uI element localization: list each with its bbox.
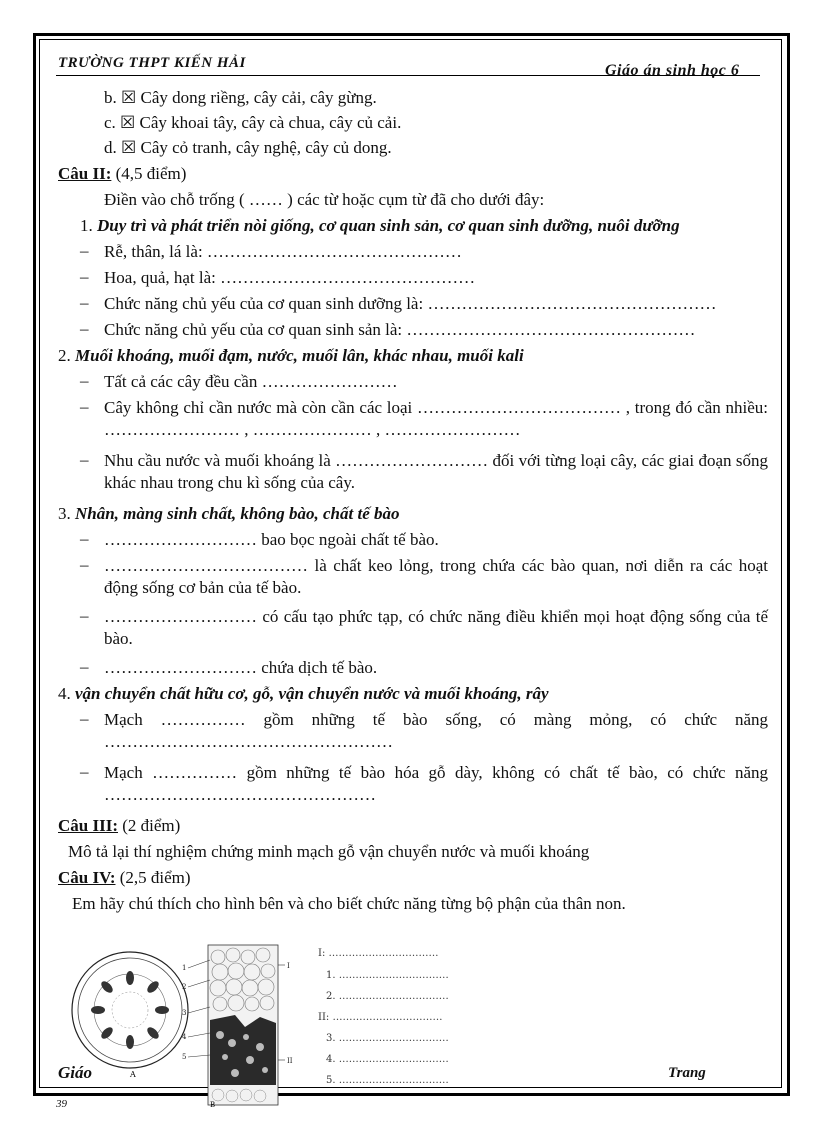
cau4-text: Em hãy chú thích cho hình bên và cho biết chức năng từng bộ phận của thân non. [72,894,626,913]
cau2-instruction-text: Điền vào chỗ trống ( …… ) các từ hoặc cụm từ đã cho dưới đây: [104,190,545,209]
group4-heading [58,683,549,705]
answer-line-5: 5. …………………………… [326,1075,449,1086]
group4-words: vận chuyển chất hữu cơ, gỗ, vận chuyển nước và muối khoáng, rây [75,684,549,703]
callout-i: I [287,962,290,970]
callout-ii: II [287,1057,293,1065]
stem-cross-section-figure [60,935,300,1110]
group2-heading [58,345,524,367]
bullet-dash: – [80,709,89,728]
answer-line-ii: II: …………………………… [318,1012,443,1023]
cau2-heading [58,163,186,185]
callout-5: 5 [182,1053,187,1061]
g3-item-3: ……………………… có cấu tạo phức tạp, có chức năng điều khiển mọi hoạt động sống của tế bào. [104,607,768,648]
bullet-dash: – [80,657,89,676]
group2-number: 2. [58,346,71,365]
bullet-dash: – [80,267,89,286]
option-c: c. ☒ Cây khoai tây, cây cà chua, cây củ cải. [104,113,402,132]
g3-item-2: ……………………………… là chất keo lỏng, trong chứa các bào quan, nơi diễn ra các hoạt động sống cơ bản của tế bào. [104,556,768,597]
bullet-dash: – [80,397,89,416]
bullet-dash: – [80,293,89,312]
callout-1: 1 [182,964,187,972]
cau4-heading [58,867,191,889]
bullet-dash: – [80,450,89,469]
option-b: b. ☒ Cây dong riềng, cây cải, cây gừng. [104,88,377,107]
cau3-points: (2 điểm) [122,816,181,835]
group2-words: Muối khoáng, muối đạm, nước, muối lân, khác nhau, muối kali [75,346,524,365]
bullet-dash: – [80,319,89,338]
group1-number: 1. [80,216,93,235]
g1-item-2: Hoa, quả, hạt là: ……………………………………… [104,268,476,287]
bullet-dash: – [80,241,89,260]
option-d: d. ☒ Cây cỏ tranh, cây nghệ, cây củ dong. [104,138,392,157]
tissue-detail-diagram [208,945,278,1105]
answer-line-2: 2. …………………………… [326,991,449,1002]
header-school: TRƯỜNG THPT KIẾN HẢI [58,55,246,71]
callout-3: 3 [182,1009,187,1017]
g1-item-4: Chức năng chủ yếu của cơ quan sinh sản là: …………………………………………… [104,320,696,339]
g4-item-1: Mạch …………… gồm những tế bào sống, có màng mỏng, có chức năng …………………………………………… [104,710,768,751]
cau4-title: Câu IV: [58,868,116,887]
bullet-dash: – [80,529,89,548]
cau2-title: Câu II: [58,164,112,183]
answer-line-3: 3. …………………………… [326,1033,449,1044]
g3-item-1: ……………………… bao bọc ngoài chất tế bào. [104,530,439,549]
group3-heading [58,503,400,525]
cau2-points: (4,5 điểm) [115,164,187,183]
group1-heading [80,215,680,237]
page-number: 39 [56,1098,67,1110]
cau3-text: Mô tả lại thí nghiệm chứng minh mạch gỗ vận chuyển nước và muối khoáng [68,842,590,861]
bullet-dash: – [80,606,89,625]
callout-2: 2 [182,983,187,991]
g1-item-3: Chức năng chủ yếu của cơ quan sinh dưỡng là: …………………………………………… [104,294,717,313]
cau2-instruction [104,189,544,211]
g1-item-1: Rễ, thân, lá là: ……………………………………… [104,242,462,261]
bullet-dash: – [80,555,89,574]
group1-words: Duy trì và phát triển nòi giống, cơ quan sinh sản, cơ quan sinh dưỡng, nuôi dưỡng [97,216,680,235]
answer-line-1: 1. …………………………… [326,970,449,981]
bullet-dash: – [80,762,89,781]
stem-overview-diagram [72,952,188,1068]
g2-item-2: Cây không chỉ cần nước mà còn cần các loại ……………………………… , trong đó cần nhiều: …………………… , ………………… , …………………… [104,398,768,439]
bullet-dash: – [80,371,89,390]
answer-line-4: 4. …………………………… [326,1054,449,1065]
g3-item-4: ……………………… chứa dịch tế bào. [104,658,378,677]
callout-4: 4 [182,1033,187,1041]
footer-right: Trang [668,1065,706,1081]
cau4-points: (2,5 điểm) [119,868,191,887]
cau3-heading [58,815,180,837]
footer-left: Giáo [58,1063,92,1082]
group4-number: 4. [58,684,71,703]
figure-label-a: A [130,1070,136,1079]
figure-label-b: B [210,1101,216,1109]
header-subject: Giáo án sinh học 6 [605,62,740,79]
g2-item-3: Nhu cầu nước và muối khoáng là ……………………… đối với từng loại cây, các giai đoạn sống khác nhau trong chu kì sống của cây. [104,451,768,492]
group3-words: Nhân, màng sinh chất, không bào, chất tế bào [75,504,400,523]
group3-number: 3. [58,504,71,523]
answer-line-i: I: …………………………… [318,948,439,959]
g2-item-1: Tất cả các cây đều cần …………………… [104,372,398,391]
g4-item-2: Mạch …………… gồm những tế bào hóa gỗ dày, không có chất tế bào, có chức năng ………………………………………… [104,763,768,804]
cau3-title: Câu III: [58,816,118,835]
header-rule [56,75,760,76]
